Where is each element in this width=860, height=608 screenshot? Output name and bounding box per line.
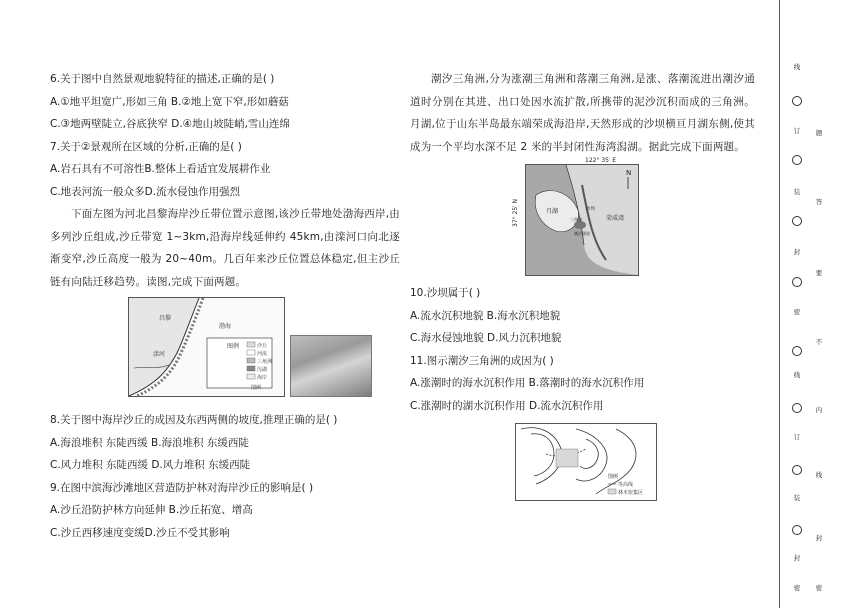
binding-char-4: 封 xyxy=(793,248,801,256)
map3-legend-contour: 等高线 xyxy=(618,482,634,488)
binding-char-7: 订 xyxy=(793,433,801,441)
map2-bay: 荣成湾 xyxy=(606,215,625,222)
right-column xyxy=(410,68,755,503)
q8-stem: 8.关于图中海岸沙丘的成因及东西两侧的坡度,推理正确的是( ) xyxy=(50,414,338,426)
q7-options-cd: C.地表河流一般众多D.流水侵蚀作用强烈 xyxy=(50,185,241,198)
legend-dune: 沙丘 xyxy=(257,343,268,349)
warning-char-3: 要 xyxy=(815,269,823,277)
binding-warning-column xyxy=(812,0,828,608)
warning-char-5: 内 xyxy=(815,406,823,414)
q7-options-ab: A.岩石具有不可溶性B.整体上看适宜发展耕作业 xyxy=(50,163,271,175)
legend-coast: 海岸 xyxy=(257,375,268,381)
binding-char-1: 线 xyxy=(793,63,801,71)
map3-legend-forest: 林木密集区 xyxy=(618,490,644,496)
map2-bar: 沙坝 xyxy=(586,207,595,212)
warning-char-6: 线 xyxy=(815,471,823,479)
warning-char-8: 密 xyxy=(815,584,823,592)
contour-drawing xyxy=(516,424,656,500)
map3-legend-title: 图例 xyxy=(608,474,619,480)
warning-char-1: 题 xyxy=(815,129,823,137)
binding-char-3: 装 xyxy=(793,188,801,196)
binding-hole-2 xyxy=(792,155,802,165)
map2-lon: 122° 35′ E xyxy=(585,157,617,164)
q10-options-ab: A.流水沉积地貌 B.海水沉积地貌 xyxy=(410,309,561,322)
map1-place-changli: 昌黎 xyxy=(159,315,172,322)
binding-char-2: 订 xyxy=(793,127,801,135)
q10-options-cd: C.海水侵蚀地貌 D.风力沉积地貌 xyxy=(410,332,562,344)
warning-char-2: 答 xyxy=(815,198,823,206)
q7-stem: 7.关于②景观所在区域的分析,正确的是( ) xyxy=(50,140,242,153)
binding-char-6: 线 xyxy=(793,371,801,379)
q6-options-cd: C.③地两壁陡立,谷底狭窄 D.④地山坡陡峭,雪山连绵 xyxy=(50,118,290,130)
binding-char-10: 密 xyxy=(793,584,801,592)
contour-map xyxy=(515,423,657,501)
svg-text:图例: 图例 xyxy=(227,343,240,350)
map1-legend-title: 图例 xyxy=(251,385,262,391)
legend-lagoon: 泻湖 xyxy=(257,367,268,373)
map2-channel: 潮汐通道 xyxy=(574,231,590,236)
binding-hole-8 xyxy=(792,525,802,535)
map2-north: N xyxy=(626,169,632,177)
legend-river: 河流 xyxy=(257,351,268,357)
figure-lagoon-map xyxy=(410,157,755,280)
lagoon-map xyxy=(525,164,639,276)
map2-lake: 月湖 xyxy=(546,208,559,215)
left-column xyxy=(50,68,400,544)
warning-char-4: 不 xyxy=(815,338,823,346)
binding-hole-7 xyxy=(792,465,802,475)
passage-dune: 下面左图为河北昌黎海岸沙丘带位置示意图,该沙丘带地处渤海西岸,由多列沙丘组成,沙丘带宽 1~3km,沿海岸线延伸约 45km,由滦河口向北逐渐变窄,沙丘高度一般为 20~40m。几百年来沙丘位置总体稳定,但主沙丘链有向陆迁移趋势。读图,完成下面两题。 xyxy=(50,208,400,288)
q6-stem: 6.关于图中自然景观地貌特征的描述,正确的是( ) xyxy=(50,73,275,85)
warning-char-7: 封 xyxy=(815,534,823,542)
binding-char-5: 密 xyxy=(793,308,801,316)
figure-dune-map xyxy=(50,295,400,405)
q10-stem: 10.沙坝属于( ) xyxy=(410,287,481,299)
binding-hole-3 xyxy=(792,216,802,226)
passage-lagoon: 潮汐三角洲,分为涨潮三角洲和落潮三角洲,是涨、落潮流进出潮汐通道时分别在其进、出口处因水流扩散,所携带的泥沙沉积而成的三角洲。月湖,位于山东半岛最东端荣成海沿岸,天然形成的沙坝横亘月湖东侧,使其成为一个平均水深不足 2 米的半封闭性海湾潟湖。据此完成下面两题。 xyxy=(410,73,755,153)
q11-stem: 11.图示潮汐三角洲的成因为( ) xyxy=(410,354,554,367)
map1-place-luanhe: 滦河 xyxy=(153,351,166,358)
map2-lat: 37° 25′ N xyxy=(512,199,519,227)
map2-delta: 三角洲 xyxy=(570,217,582,222)
map1-place-bohai: 渤海 xyxy=(219,323,232,330)
binding-line xyxy=(779,0,781,608)
binding-char-9: 封 xyxy=(793,554,801,562)
binding-hole-1 xyxy=(792,96,802,106)
q9-options-cd: C.沙丘西移速度变缓D.沙丘不受其影响 xyxy=(50,526,230,539)
legend-delta: 三角洲 xyxy=(257,359,273,365)
q9-stem: 9.在图中滨海沙滩地区营造防护林对海岸沙丘的影响是( ) xyxy=(50,481,314,494)
q9-options-ab: A.沙丘沿防护林方向延伸 B.沙丘拓宽、增高 xyxy=(50,504,253,516)
q8-options-cd: C.风力堆积 东陡西缓 D.风力堆积 东缓西陡 xyxy=(50,459,251,471)
q11-options-ab: A.涨潮时的海水沉积作用 B.落潮时的海水沉积作用 xyxy=(410,377,645,389)
figure-contour-map xyxy=(410,421,755,503)
binding-hole-5 xyxy=(792,346,802,356)
binding-char-8: 装 xyxy=(793,494,801,502)
dune-map-drawing xyxy=(129,298,284,396)
q8-options-ab: A.海浪堆积 东陡西缓 B.海浪堆积 东缓西陡 xyxy=(50,436,249,449)
binding-hole-4 xyxy=(792,277,802,287)
coast-photo xyxy=(290,335,372,397)
q11-options-cd: C.涨潮时的湖水沉积作用 D.流水沉积作用 xyxy=(410,399,604,412)
binding-margin xyxy=(790,0,806,608)
binding-hole-6 xyxy=(792,403,802,413)
q6-options-ab: A.①地平坦宽广,形如三角 B.②地上宽下窄,形如蘑菇 xyxy=(50,95,289,108)
dune-location-map xyxy=(128,297,285,397)
lagoon-map-drawing xyxy=(526,165,638,275)
